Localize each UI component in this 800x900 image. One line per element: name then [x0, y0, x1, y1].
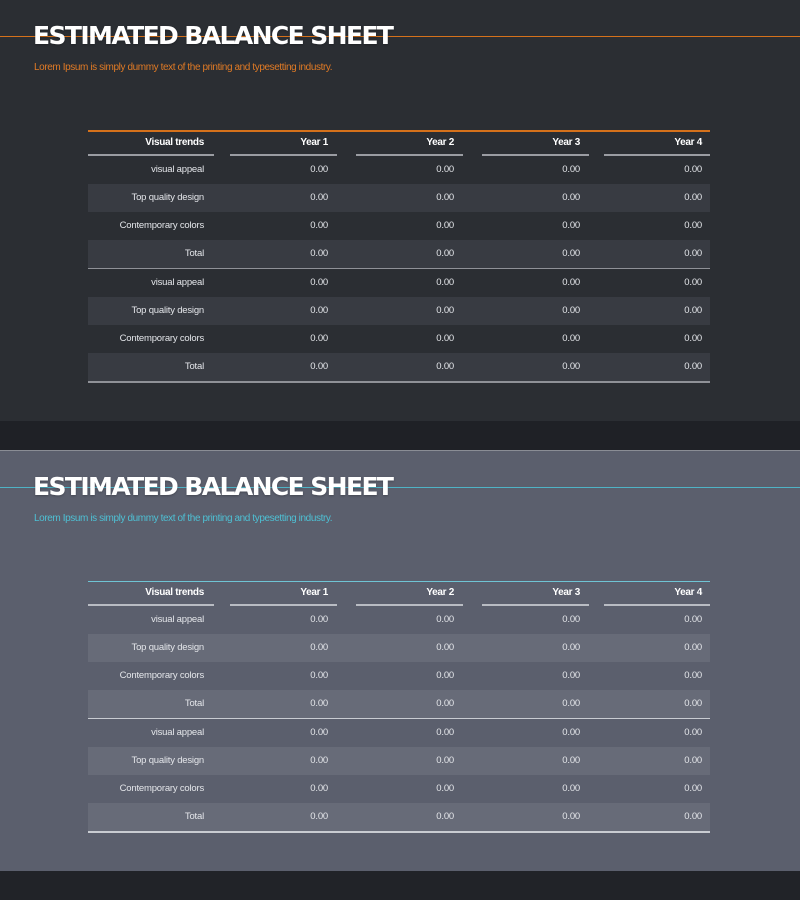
table-row: [88, 268, 710, 297]
column-header-year-4: Year 4: [674, 137, 702, 148]
cell-value: 0.00: [436, 305, 454, 316]
cell-value: 0.00: [562, 220, 580, 231]
cell-value: 0.00: [436, 277, 454, 288]
slide-gap-strip: [0, 421, 800, 450]
cell-value: 0.00: [310, 698, 328, 709]
row-label: Contemporary colors: [119, 670, 204, 681]
cell-value: 0.00: [310, 277, 328, 288]
table-bottom-rule: [88, 381, 710, 383]
table-body: [88, 606, 710, 831]
cell-value: 0.00: [684, 192, 702, 203]
cell-value: 0.00: [310, 811, 328, 822]
table-row-total: [88, 690, 710, 718]
balance-sheet-table: [88, 581, 710, 833]
table-row: [88, 634, 710, 662]
cell-value: 0.00: [310, 783, 328, 794]
cell-value: 0.00: [562, 361, 580, 372]
cell-value: 0.00: [436, 248, 454, 259]
table-body: [88, 156, 710, 381]
balance-sheet-table: [88, 130, 710, 383]
table-row-total: [88, 240, 710, 268]
row-label: visual appeal: [151, 277, 204, 288]
cell-value: 0.00: [684, 614, 702, 625]
cell-value: 0.00: [684, 220, 702, 231]
table-row: [88, 606, 710, 634]
cell-value: 0.00: [436, 614, 454, 625]
column-header-visual-trends: Visual trends: [145, 137, 204, 148]
cell-value: 0.00: [684, 670, 702, 681]
table-header-row: [88, 132, 710, 156]
cell-value: 0.00: [310, 361, 328, 372]
cell-value: 0.00: [436, 698, 454, 709]
cell-value: 0.00: [684, 248, 702, 259]
cell-value: 0.00: [310, 333, 328, 344]
column-header-visual-trends: Visual trends: [145, 587, 204, 598]
cell-value: 0.00: [562, 614, 580, 625]
row-label: Total: [184, 248, 204, 259]
row-label: Contemporary colors: [119, 220, 204, 231]
slide-title: ESTIMATED BALANCE SHEET: [33, 472, 393, 501]
cell-value: 0.00: [684, 642, 702, 653]
row-label: Total: [184, 361, 204, 372]
cell-value: 0.00: [562, 755, 580, 766]
cell-value: 0.00: [436, 192, 454, 203]
cell-value: 0.00: [684, 361, 702, 372]
cell-value: 0.00: [562, 164, 580, 175]
cell-value: 0.00: [436, 220, 454, 231]
cell-value: 0.00: [562, 783, 580, 794]
cell-value: 0.00: [310, 248, 328, 259]
row-label: Top quality design: [131, 192, 204, 203]
cell-value: 0.00: [436, 642, 454, 653]
cell-value: 0.00: [436, 755, 454, 766]
table-row: [88, 747, 710, 775]
column-header-year-4: Year 4: [674, 587, 702, 598]
cell-value: 0.00: [562, 811, 580, 822]
table-row: [88, 718, 710, 747]
cell-value: 0.00: [310, 727, 328, 738]
cell-value: 0.00: [562, 727, 580, 738]
cell-value: 0.00: [684, 333, 702, 344]
cell-value: 0.00: [562, 277, 580, 288]
cell-value: 0.00: [436, 727, 454, 738]
row-label: visual appeal: [151, 164, 204, 175]
table-row: [88, 184, 710, 212]
cell-value: 0.00: [436, 811, 454, 822]
row-label: Top quality design: [131, 305, 204, 316]
column-header-year-3: Year 3: [552, 137, 580, 148]
row-label: visual appeal: [151, 614, 204, 625]
cell-value: 0.00: [310, 755, 328, 766]
slide-gap-strip: [0, 871, 800, 900]
cell-value: 0.00: [684, 305, 702, 316]
row-label: Total: [184, 811, 204, 822]
cell-value: 0.00: [562, 333, 580, 344]
cell-value: 0.00: [684, 755, 702, 766]
cell-value: 0.00: [436, 333, 454, 344]
row-label: Contemporary colors: [119, 783, 204, 794]
column-header-year-3: Year 3: [552, 587, 580, 598]
row-label: Total: [184, 698, 204, 709]
cell-value: 0.00: [562, 642, 580, 653]
row-label: Top quality design: [131, 755, 204, 766]
cell-value: 0.00: [562, 670, 580, 681]
table-row: [88, 156, 710, 184]
cell-value: 0.00: [684, 783, 702, 794]
slide-dark: [0, 0, 800, 421]
cell-value: 0.00: [684, 698, 702, 709]
cell-value: 0.00: [436, 164, 454, 175]
table-row: [88, 212, 710, 240]
cell-value: 0.00: [684, 164, 702, 175]
cell-value: 0.00: [310, 670, 328, 681]
cell-value: 0.00: [436, 361, 454, 372]
cell-value: 0.00: [562, 248, 580, 259]
table-bottom-rule: [88, 831, 710, 833]
cell-value: 0.00: [310, 614, 328, 625]
cell-value: 0.00: [310, 220, 328, 231]
cell-value: 0.00: [684, 727, 702, 738]
row-label: Top quality design: [131, 642, 204, 653]
column-header-year-1: Year 1: [300, 137, 328, 148]
cell-value: 0.00: [436, 670, 454, 681]
table-header-row: [88, 582, 710, 606]
table-row-total: [88, 803, 710, 831]
row-label: Contemporary colors: [119, 333, 204, 344]
table-row: [88, 775, 710, 803]
table-row-total: [88, 353, 710, 381]
cell-value: 0.00: [436, 783, 454, 794]
slide-title: ESTIMATED BALANCE SHEET: [33, 21, 393, 50]
column-header-year-2: Year 2: [426, 137, 454, 148]
slide-subtitle: Lorem Ipsum is simply dummy text of the printing and typesetting industry.: [34, 513, 333, 524]
cell-value: 0.00: [562, 305, 580, 316]
table-row: [88, 325, 710, 353]
column-header-year-1: Year 1: [300, 587, 328, 598]
row-label: visual appeal: [151, 727, 204, 738]
cell-value: 0.00: [684, 811, 702, 822]
cell-value: 0.00: [310, 164, 328, 175]
slide-subtitle: Lorem Ipsum is simply dummy text of the printing and typesetting industry.: [34, 62, 333, 73]
slide-light: [0, 451, 800, 871]
table-row: [88, 662, 710, 690]
cell-value: 0.00: [684, 277, 702, 288]
column-header-year-2: Year 2: [426, 587, 454, 598]
cell-value: 0.00: [310, 305, 328, 316]
cell-value: 0.00: [562, 192, 580, 203]
cell-value: 0.00: [310, 642, 328, 653]
cell-value: 0.00: [562, 698, 580, 709]
table-row: [88, 297, 710, 325]
cell-value: 0.00: [310, 192, 328, 203]
